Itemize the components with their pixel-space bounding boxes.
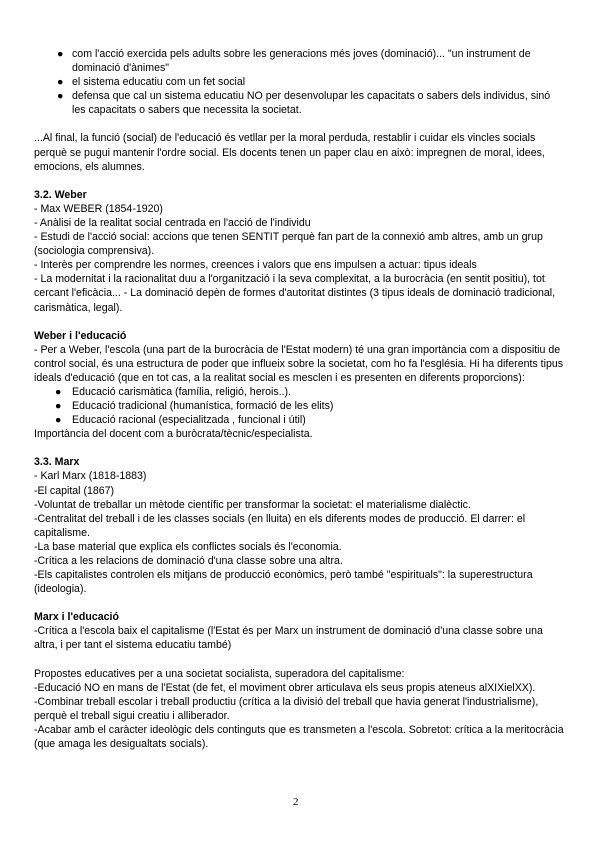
list-item	[34, 413, 566, 427]
bullet-text: com l'acció exercida pels adults sobre les generacions més joves (dominació)... "un instrument de dominació d'ànimes"	[72, 48, 531, 75]
proposal-line: -Acabar amb el caràcter ideològic dels continguts que es transmeten a l'escola. Sobretot: crítica a la meritocràcia (que amaga les desigualtats socials).	[34, 723, 564, 751]
bullet-icon: ●	[55, 400, 62, 413]
marx-line: -Voluntat de treballar un mètode científic per transformar la societat: el materialisme dialèctic.	[34, 498, 471, 511]
weber-heading: 3.2. Weber	[34, 188, 87, 201]
bullet-icon: ●	[55, 385, 62, 398]
weber-education-intro: - Per a Weber, l'escola (una part de la burocràcia de l'Estat modern) té una gran importància com a dispositiu de control social, és una estructura de poder que influeix sobre la societat, com ho fa l'església. Hi ha diferents tipus ideals d'educació (que en tot cas, a la realitat social es mesclen i es presenten en diferents proporcions):	[34, 343, 564, 384]
marx-line: - Karl Marx (1818-1883)	[34, 470, 147, 483]
weber-line: - Anàlisi de la realitat social centrada en l'acció de l'individu	[34, 216, 311, 229]
bullet-icon: ●	[57, 90, 64, 103]
weber-section	[34, 202, 566, 315]
marx-heading: 3.3. Marx	[34, 456, 80, 469]
bullet-icon: ●	[57, 48, 64, 60]
education-types-list	[34, 385, 566, 427]
bullet-text: Educació carismàtica (família, religió, herois..).	[72, 385, 292, 398]
list-item	[34, 399, 566, 413]
intro-bullet-list	[34, 47, 566, 117]
bullet-text: Educació racional (especialitzada , funcional i útil)	[72, 414, 306, 427]
list-item	[34, 47, 566, 75]
weber-line: - La modernitat i la racionalitat duu a l'organització i la seva complexitat, a la burocràcia (en sentit positiu), tot cercant l'eficàcia... - La dominació depèn de formes d'autoritat distintes (3 tipus ideals de dominació tradicional, carismàtica, legal).	[34, 273, 556, 314]
marx-line: -Centralitat del treball i de les classes socials (en lluita) en els diferents modes de producció. El darrer: el capitalisme.	[34, 512, 526, 539]
proposals-intro: Propostes educatives per a una societat socialista, superadora del capitalisme:	[34, 667, 405, 680]
marx-education-critique: -Crítica a l'escola baix el capitalisme (l'Estat és per Marx un instrument de dominació d'una classe sobre una altra, i per tant el sistema educatiu també)	[34, 625, 543, 652]
list-item	[34, 75, 566, 89]
weber-line: - Estudi de l'acció social: accions que tenen SENTIT perquè fan part de la connexió amb altres, amb un grup (sociologia comprensiva).	[34, 231, 543, 258]
bullet-text: Educació tradicional (humanística, formació de les elits)	[72, 400, 334, 413]
proposal-line: -Combinar treball escolar i treball productiu (crítica a la divisió del treball que havia generat l'industrialisme), perquè el treball sigui creatiu i alliberador.	[34, 695, 539, 722]
marx-line: -Els capitalistes controlen els mitjans de producció econòmics, però també "espirituals": la superestructura (ideologia).	[34, 569, 533, 596]
marx-line: -Crítica a les relacions de dominació d'una classe sobre una altra.	[34, 555, 343, 567]
marx-line: -El capital (1867)	[34, 484, 115, 497]
marx-education-heading: Marx i l'educació	[34, 611, 119, 624]
document-page	[34, 47, 566, 751]
list-item	[34, 89, 566, 117]
closing-paragraph: ...Al final, la funció (social) de l'educació és vetllar per la moral perduda, restablir i cuidar els vincles socials perquè se pugui mantenir l'ordre social. Els docents tenen un paper clau en això: impregnen de moral, idees, emocions, els alumnes.	[34, 132, 545, 173]
proposal-line: -Educació NO en mans de l'Estat (de fet, el moviment obrer articulava els seus propis ateneus alXIXielXX).	[34, 681, 536, 694]
marx-line: -La base material que explica els conflictes socials és l'economia.	[34, 540, 342, 553]
page-number: 2	[293, 796, 299, 808]
bullet-text: el sistema educatiu com un fet social	[72, 76, 246, 89]
weber-education-closing: Importància del docent com a buròcrata/tècnic/especialista.	[34, 428, 313, 441]
proposals-section	[34, 681, 566, 751]
weber-line: - Max WEBER (1854-1920)	[34, 202, 163, 215]
bullet-icon: ●	[55, 414, 62, 427]
weber-education-heading: Weber i l'educació	[34, 329, 127, 342]
list-item	[34, 385, 566, 399]
bullet-text: defensa que cal un sistema educatiu NO per desenvolupar les capacitats o sabers dels individus, sinó les capacitats o sabers que necessita la societat.	[72, 90, 551, 117]
marx-section	[34, 469, 566, 596]
bullet-icon: ●	[57, 76, 64, 89]
weber-line: - Interès per comprendre les normes, creences i valors que ens impulsen a actuar: tipus ideals	[34, 259, 477, 272]
